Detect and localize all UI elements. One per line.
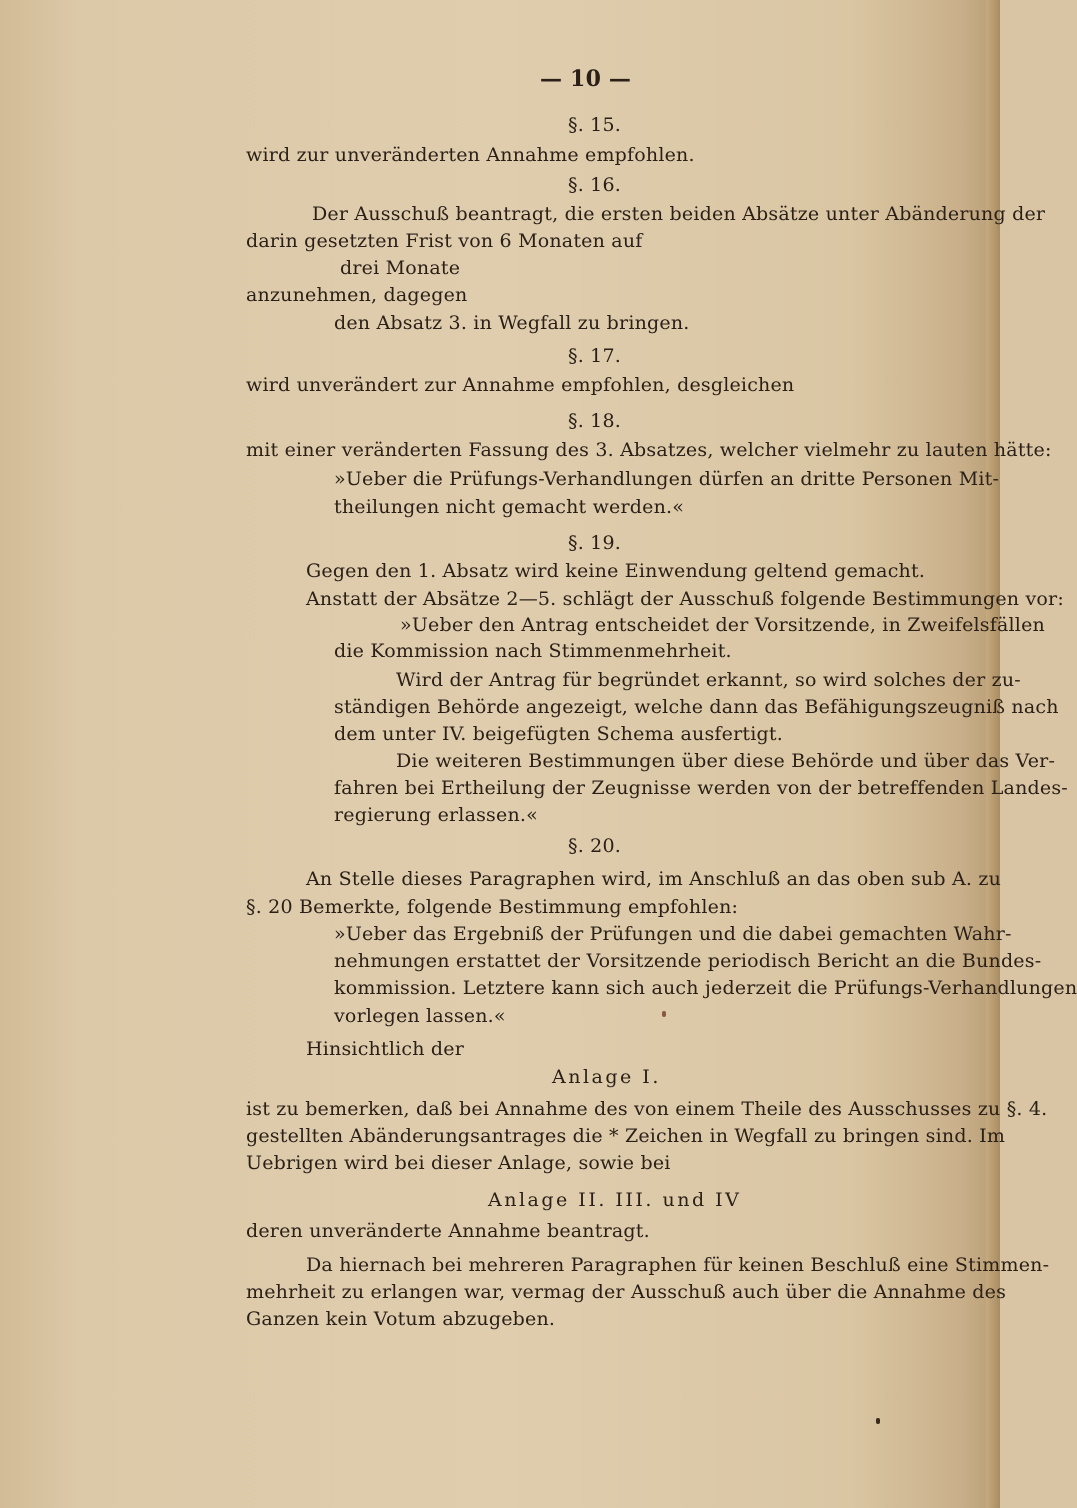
text-line: §. 20 Bemerkte, folgende Bestimmung empfohlen: [246, 896, 739, 918]
text-line: An Stelle dieses Paragraphen wird, im Anschluß an das oben sub A. zu [306, 868, 1002, 890]
section-heading-19: §. 19. [568, 532, 621, 554]
text-line: ist zu bemerken, daß bei Annahme des von einem Theile des Ausschusses zu §. 4. [246, 1098, 1048, 1120]
section-heading-18: §. 18. [568, 410, 621, 432]
text-line: Ganzen kein Votum abzugeben. [246, 1308, 556, 1330]
text-line: deren unveränderte Annahme beantragt. [246, 1220, 650, 1242]
section-heading-16: §. 16. [568, 174, 621, 196]
text-line: Die weiteren Bestimmungen über diese Behörde und über das Ver- [396, 750, 1056, 772]
text-line: Hinsichtlich der [306, 1038, 464, 1060]
page-number: — 10 — [540, 66, 632, 92]
text-line: wird unverändert zur Annahme empfohlen, desgleichen [246, 374, 795, 396]
annex-heading-1: Anlage I. [552, 1066, 661, 1088]
text-line: nehmungen erstattet der Vorsitzende periodisch Bericht an die Bundes- [334, 950, 1042, 972]
text-line: Gegen den 1. Absatz wird keine Einwendung geltend gemacht. [306, 560, 926, 582]
text-line: mehrheit zu erlangen war, vermag der Ausschuß auch über die Annahme des [246, 1281, 1007, 1303]
text-line: die Kommission nach Stimmenmehrheit. [334, 640, 732, 662]
text-line: Da hiernach bei mehreren Paragraphen für keinen Beschluß eine Stimmen- [306, 1254, 1050, 1276]
text-line: darin gesetzten Frist von 6 Monaten auf [246, 230, 643, 252]
text-line: Wird der Antrag für begründet erkannt, so wird solches der zu- [396, 669, 1021, 691]
text-line: Anstatt der Absätze 2—5. schlägt der Ausschuß folgende Bestimmungen vor: [306, 588, 1064, 610]
text-line: den Absatz 3. in Wegfall zu bringen. [334, 312, 690, 334]
text-line: vorlegen lassen.« [334, 1005, 506, 1027]
text-line: »Ueber die Prüfungs-Verhandlungen dürfen an dritte Personen Mit- [334, 468, 1000, 490]
text-line: drei Monate [340, 257, 461, 279]
text-line: Der Ausschuß beantragt, die ersten beiden Absätze unter Abänderung der [312, 203, 1046, 225]
ink-spot [662, 1011, 666, 1017]
text-line: theilungen nicht gemacht werden.« [334, 496, 685, 518]
text-line: ständigen Behörde angezeigt, welche dann das Befähigungszeugniß nach [334, 696, 1059, 718]
text-line: wird zur unveränderten Annahme empfohlen. [246, 144, 695, 166]
section-heading-20: §. 20. [568, 835, 621, 857]
text-line: Uebrigen wird bei dieser Anlage, sowie bei [246, 1152, 671, 1174]
section-heading-15: §. 15. [568, 114, 621, 136]
text-line: regierung erlassen.« [334, 804, 538, 826]
text-line: kommission. Letztere kann sich auch jederzeit die Prüfungs-Verhandlungen [334, 977, 1077, 999]
text-line: anzunehmen, dagegen [246, 284, 468, 306]
text-line: »Ueber den Antrag entscheidet der Vorsitzende, in Zweifelsfällen [400, 614, 1045, 636]
text-line: dem unter IV. beigefügten Schema ausfertigt. [334, 723, 783, 745]
ink-spot [876, 1418, 880, 1424]
text-line: fahren bei Ertheilung der Zeugnisse werden von der betreffenden Landes- [334, 777, 1068, 799]
text-line: mit einer veränderten Fassung des 3. Absatzes, welcher vielmehr zu lauten hätte: [246, 439, 1052, 461]
section-heading-17: §. 17. [568, 345, 621, 367]
annex-heading-2: Anlage II. III. und IV [488, 1189, 742, 1211]
text-line: gestellten Abänderungsantrages die * Zeichen in Wegfall zu bringen sind. Im [246, 1125, 1006, 1147]
text-line: »Ueber das Ergebniß der Prüfungen und die dabei gemachten Wahr- [334, 923, 1012, 945]
